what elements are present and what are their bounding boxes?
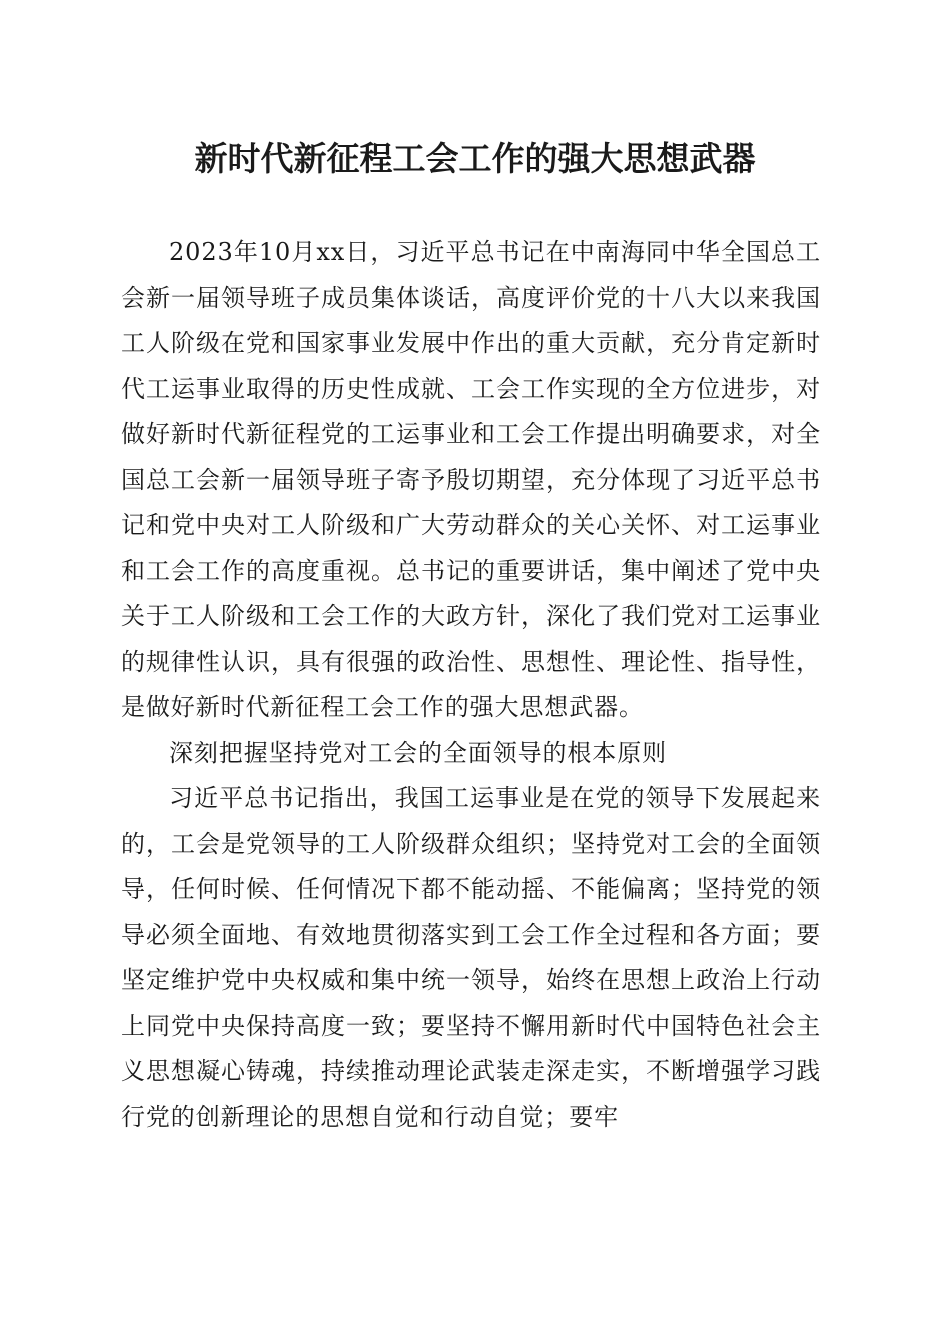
section-heading: 深刻把握坚持党对工会的全面领导的根本原则 [169, 738, 667, 767]
document-title: 新时代新征程工会工作的强大思想武器 [194, 139, 756, 178]
paragraph-party-leadership: 习近平总书记指出，我国工运事业是在党的领导下发展起来的，工会是党领导的工人阶级群众组织；坚持党对工会的全面领导，任何时候、任何情况下都不能动摇、不能偏离；坚持党的领导必须全面地、有效地贯彻落实到工会工作全过程和各方面；要坚定维护党中央权威和集中统一领导，始终在思想上政治上行动上同党中央保持高度一致；要坚持不懈用新时代中国特色社会主义思想凝心铸魂，持续推动理论武装走深走实，不断增强学习践行党的创新理论的思想自觉和行动自觉；要牢 [121, 784, 821, 1131]
document-body [121, 230, 821, 1140]
paragraph-intro: 2023年10月xx日，习近平总书记在中南海同中华全国总工会新一届领导班子成员集体谈话，高度评价党的十八大以来我国工人阶级在党和国家事业发展中作出的重大贡献，充分肯定新时代工运事业取得的历史性成就、工会工作实现的全方位进步，对做好新时代新征程党的工运事业和工会工作提出明确要求，对全国总工会新一届领导班子寄予殷切期望，充分体现了习近平总书记和党中央对工人阶级和广大劳动群众的关心关怀、对工运事业和工会工作的高度重视。总书记的重要讲话，集中阐述了党中央关于工人阶级和工会工作的大政方针，深化了我们党对工运事业的规律性认识，具有很强的政治性、思想性、理论性、指导性，是做好新时代新征程工会工作的强大思想武器。 [121, 238, 821, 721]
